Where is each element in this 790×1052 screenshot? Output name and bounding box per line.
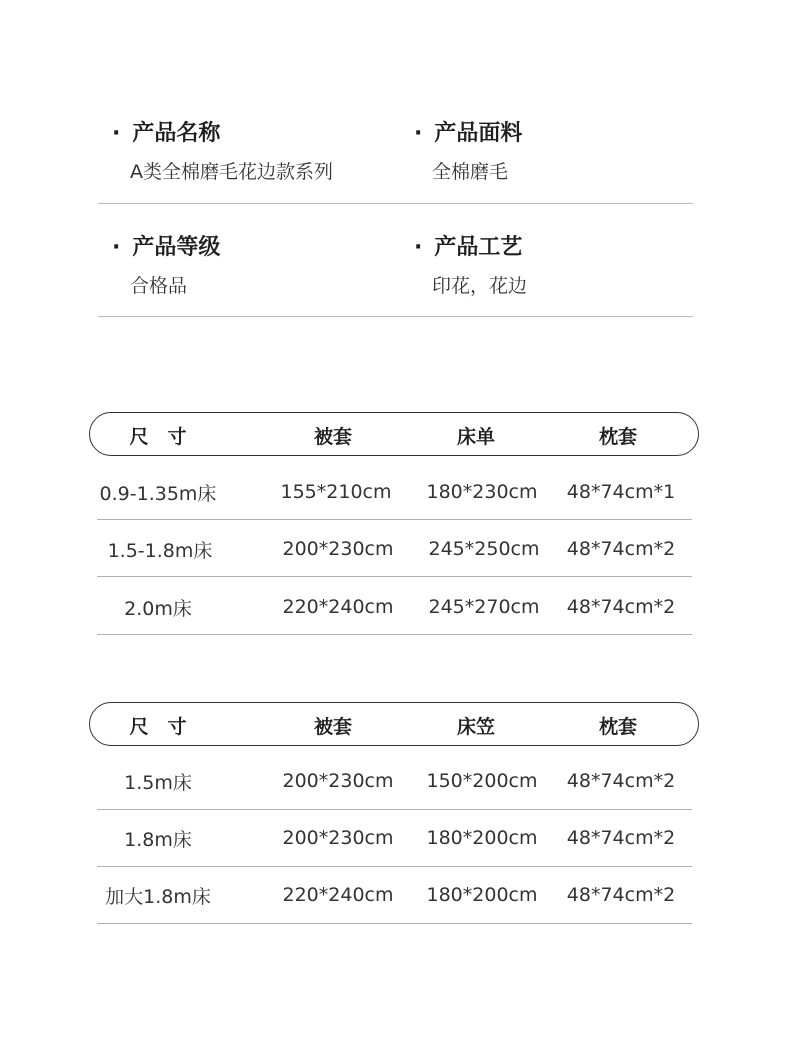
- bullet-dot: ·: [414, 121, 423, 146]
- header-pillowcase: 枕套: [598, 426, 637, 448]
- cell-sheet: 180*230cm: [426, 481, 538, 503]
- cell-sheet: 245*250cm: [428, 538, 540, 560]
- cell-size: 1.5m床: [124, 772, 192, 794]
- info-title: 产品面料: [434, 121, 523, 146]
- info-title: 产品等级: [132, 235, 221, 260]
- header-size: 尺 寸: [129, 426, 187, 448]
- cell-pillowcase: 48*74cm*2: [566, 770, 676, 792]
- header-size: 尺 寸: [129, 716, 187, 738]
- row-divider: [97, 576, 692, 577]
- info-item-fabric: [414, 116, 522, 184]
- cell-pillowcase: 48*74cm*2: [566, 538, 676, 560]
- info-item-grade: [112, 230, 220, 298]
- row-divider: [97, 519, 692, 520]
- row-divider: [97, 634, 692, 635]
- cell-size: 1.8m床: [124, 829, 192, 851]
- cell-size: 1.5-1.8m床: [107, 540, 213, 562]
- header-sheet: 床单: [456, 426, 495, 448]
- divider: [98, 316, 693, 317]
- cell-size: 2.0m床: [124, 598, 192, 620]
- divider: [98, 203, 693, 204]
- row-divider: [97, 866, 692, 867]
- cell-pillowcase: 48*74cm*2: [566, 596, 676, 618]
- cell-duvet: 200*230cm: [282, 827, 394, 849]
- info-item-craft: [414, 230, 527, 298]
- info-item-name: [112, 116, 333, 184]
- bullet-dot: ·: [414, 235, 423, 260]
- bullet-dot: ·: [112, 121, 121, 146]
- cell-size: 0.9-1.35m床: [99, 483, 217, 505]
- bullet-dot: ·: [112, 235, 121, 260]
- cell-duvet: 220*240cm: [282, 884, 394, 906]
- info-value: 全棉磨毛: [432, 161, 509, 183]
- header-fitted-sheet: 床笠: [456, 716, 495, 738]
- cell-duvet: 200*230cm: [282, 770, 394, 792]
- cell-fitted-sheet: 150*200cm: [426, 770, 538, 792]
- cell-duvet: 220*240cm: [282, 596, 394, 618]
- header-duvet: 被套: [313, 716, 352, 738]
- cell-duvet: 155*210cm: [280, 481, 392, 503]
- info-title: 产品工艺: [434, 235, 523, 260]
- row-divider: [97, 809, 692, 810]
- info-value: 印花，花边: [432, 275, 528, 297]
- cell-fitted-sheet: 180*200cm: [426, 884, 538, 906]
- cell-pillowcase: 48*74cm*2: [566, 884, 676, 906]
- cell-pillowcase: 48*74cm*1: [566, 481, 676, 503]
- info-value: 合格品: [130, 275, 188, 297]
- header-duvet: 被套: [313, 426, 352, 448]
- cell-size: 加大1.8m床: [105, 886, 211, 908]
- cell-pillowcase: 48*74cm*2: [566, 827, 676, 849]
- cell-fitted-sheet: 180*200cm: [426, 827, 538, 849]
- cell-sheet: 245*270cm: [428, 596, 540, 618]
- header-pillowcase: 枕套: [598, 716, 637, 738]
- cell-duvet: 200*230cm: [282, 538, 394, 560]
- info-value: A类全棉磨毛花边款系列: [130, 161, 333, 183]
- info-title: 产品名称: [132, 121, 221, 146]
- row-divider: [97, 923, 692, 924]
